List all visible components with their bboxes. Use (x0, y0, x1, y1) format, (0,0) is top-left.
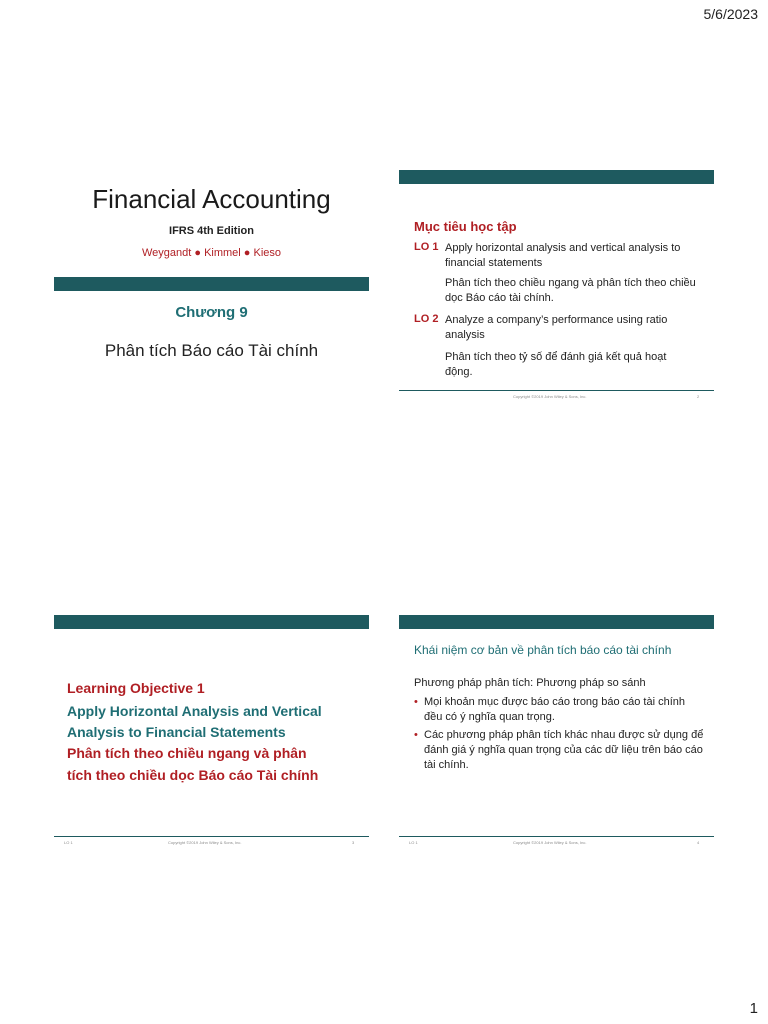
slide-4-footer-rule (399, 836, 714, 837)
slide-4-page-number: 4 (697, 840, 700, 845)
slide-2-page-number: 2 (697, 394, 700, 399)
slide-4-intro: Phương pháp phân tích: Phương pháp so sánh (414, 677, 646, 689)
slide-1-authors: Weygandt ● Kimmel ● Kieso (141, 247, 282, 259)
slide-3-lo-vi-line-1: Phân tích theo chiều ngang và phân (67, 745, 307, 761)
lo-1-vietnamese: Phân tích theo chiều ngang và phân tích theo chiều dọc Báo cáo tài chính. (445, 277, 696, 304)
lo-1-english: Apply horizontal analysis and vertical analysis to financial statements (445, 242, 681, 269)
slide-4-band (399, 615, 714, 629)
slide-3-lo-vi-line-2: tích theo chiều dọc Báo cáo Tài chính (67, 767, 319, 783)
slide-4-bullet-1 (414, 695, 704, 725)
print-date: 5/6/2023 (703, 6, 758, 22)
slide-3-page-number: 3 (352, 840, 355, 845)
slide-4-bullet-2 (414, 728, 706, 773)
page-number: 1 (749, 1000, 758, 1017)
slide-2-heading: Mục tiêu học tập (414, 219, 517, 234)
slide-3-copyright: Copyright ©2019 John Wiley & Sons, Inc. (168, 840, 242, 845)
slide-1-chapter: Chương 9 (175, 304, 248, 321)
slide-3-lo-title: Learning Objective 1 (67, 680, 205, 696)
lo-2-tag: LO 2 (414, 313, 439, 325)
slide-1-subtitle: Phân tích Báo cáo Tài chính (104, 341, 319, 360)
slide-4-heading: Khái niệm cơ bản về phân tích báo cáo tài chính (414, 643, 672, 657)
slide-3-band (54, 615, 369, 629)
slide-3-lo-label: LO 1 (64, 840, 73, 845)
slide-4-bullet-2-text: Các phương pháp phân tích khác nhau được sử dụng để đánh giá ý nghĩa quan trọng của các dữ liệu trên báo cáo tài chính. (424, 729, 704, 771)
lo-2-vietnamese: Phân tích theo tỷ số để đánh giá kết quả hoạt động. (445, 351, 667, 378)
slide-2-band (399, 170, 714, 184)
slide-3-lo-en-line-1: Apply Horizontal Analysis and Vertical (67, 703, 322, 719)
slide-1-title: Financial Accounting (92, 184, 331, 214)
slide-1-band (54, 277, 369, 291)
slide-2-copyright: Copyright ©2019 John Wiley & Sons, Inc. (513, 394, 587, 399)
slide-4-lo-label: LO 1 (409, 840, 418, 845)
bullet-dot-icon: • (414, 729, 418, 741)
slide-4-copyright: Copyright ©2019 John Wiley & Sons, Inc. (513, 840, 587, 845)
lo-1-tag: LO 1 (414, 241, 439, 253)
bullet-dot-icon: • (414, 696, 418, 708)
lo-2-english: Analyze a company’s performance using ratio analysis (445, 314, 668, 341)
slide-1-edition: IFRS 4th Edition (169, 225, 254, 237)
slide-3-footer-rule (54, 836, 369, 837)
slide-2-footer-rule (399, 390, 714, 391)
slide-4-bullet-1-text: Mọi khoản mục được báo cáo trong báo cáo tài chính đều có ý nghĩa quan trọng. (424, 696, 686, 723)
slide-3-lo-en-line-2: Analysis to Financial Statements (67, 724, 286, 740)
